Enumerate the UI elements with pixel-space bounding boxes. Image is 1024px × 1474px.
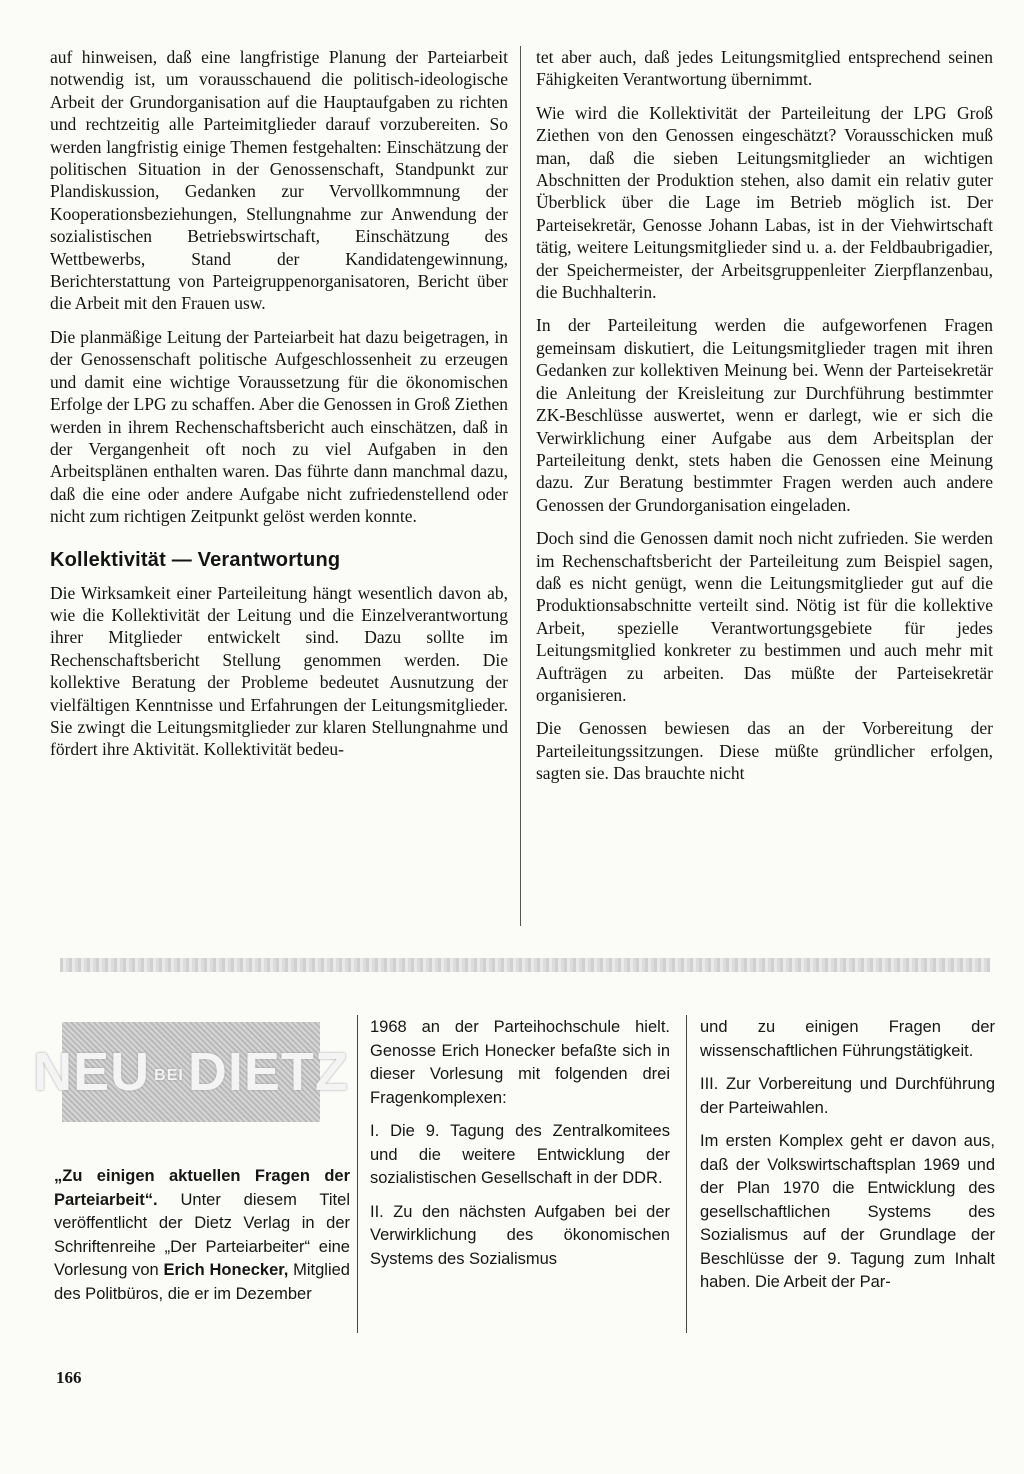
paragraph: 1968 an der Parteihochschule hielt. Genosse Erich Honecker befaßte sich in dieser Vorlesung mit folgenden drei Fragenkomplexen:	[370, 1018, 670, 1107]
paragraph: und zu einigen Fragen der wissenschaftlichen Führungstätigkeit.	[700, 1018, 995, 1060]
right-text-column	[536, 46, 993, 796]
neu-bei-dietz-logo	[33, 1022, 349, 1122]
paragraph: Im ersten Komplex geht er davon aus, daß der Volkswirtschaftsplan 1969 und der Plan 1970 die Entwicklung des gesellschaftlichen Systems des Sozialismus auf der Grundlage der Beschlüsse der 9. Tagung zum Inhalt haben. Die Arbeit der Par-	[700, 1132, 995, 1291]
column-divider	[686, 1015, 687, 1333]
box-right-column	[700, 1016, 995, 1305]
column-divider	[357, 1015, 358, 1333]
paragraph: Wie wird die Kollektivität der Parteileitung der LPG Groß Ziethen von den Genossen eingeschätzt? Vorausschicken muß man, daß die sieben Leitungsmitglieder an wichtigen Abschnitten der Produktion stehen, also damit ein relativ guter Überblick über die Lage im Betrieb möglich ist. Der Parteisekretär, Genosse Johann Labas, ist in der Viehwirtschaft tätig, weitere Leitungsmitglieder sind u. a. der Feldbaubrigadier, der Speichermeister, der Arbeitsgruppenleiter Zierpflanzenbau, die Buchhalterin.	[536, 102, 993, 303]
paragraph: auf hinweisen, daß eine langfristige Planung der Parteiarbeit notwendig ist, um vorausschauend die politisch-ideologische Arbeit der Grundorganisation auf die Hauptaufgaben zu richten und rechtzeitig alle Parteimitglieder darauf vorzubereiten. So werden langfristig einige Themen festgehalten: Einschätzung der politischen Situation in der Genossenschaft, Standpunkt zur Plandiskussion, Gedanken zur Vervollkommnung der Kooperationsbeziehungen, Stellungnahme zur Anwendung der sozialistischen Betriebswirtschaft, Einschätzung des Wettbewerbs, Stand der Kandidatengewinnung, Berichterstattung von Parteigruppenorganisatoren, Bericht über die Arbeit mit den Frauen usw.	[50, 47, 508, 314]
paragraph: In der Parteileitung werden die aufgeworfenen Fragen gemeinsam diskutiert, die Leitungsmitglieder tragen mit ihren Gedanken zur kollektiven Meinung bei. Wenn der Parteisekretär die Anleitung der Kreisleitung zur Durchführung bestimmter ZK-Beschlüsse auswertet, wenn er darlegt, wie er sich die Verwirklichung einer Aufgabe aus dem Arbeitsplan der Parteileitung denkt, stets haben die Genossen eine Meinung dazu. Zur Beratung bestimmter Fragen werden auch andere Genossen der Grundorganisation eingeladen.	[536, 315, 993, 515]
section-heading: Kollektivität — Verantwortung	[50, 548, 341, 571]
column-divider	[520, 46, 521, 926]
paragraph: I. Die 9. Tagung des Zentralkomitees und die weitere Entwicklung der sozialistischen Gesellschaft in der DDR.	[370, 1122, 670, 1187]
separator-band	[60, 958, 990, 972]
paragraph: Doch sind die Genossen damit noch nicht zufrieden. Sie werden im Rechenschaftsbericht der Parteileitung zum Beispiel sagen, daß es nicht genügt, wenn die Leitungsmitglieder gut auf die Produktionsabschnitte verteilt sind. Nötig ist für die kollektive Arbeit, spezielle Verantwortungsgebiete für jedes Leitungsmitglied konkreter zu bestimmen und auch mehr mit Aufträgen zu arbeiten. Das müßte der Parteisekretär organisieren.	[536, 528, 993, 705]
box-left-column	[54, 1165, 350, 1316]
paragraph: Die Genossen bewiesen das an der Vorbereitung der Parteileitungssitzungen. Diese müßte gründlicher erfolgen, sagten sie. Das brauchte nicht	[536, 718, 993, 784]
paragraph: II. Zu den nächsten Aufgaben bei der Verwirklichung des ökonomischen Systems des Sozialismus	[370, 1202, 670, 1268]
author-name: Erich Honecker,	[163, 1261, 289, 1279]
book-title: „Zu einigen aktuellen Fragen der Parteiarbeit“.	[54, 1167, 350, 1209]
paragraph: Die planmäßige Leitung der Parteiarbeit hat dazu beigetragen, in der Genossenschaft politische Aufgeschlossenheit zu erzeugen und damit eine wichtige Voraussetzung für die ökonomischen Erfolge der LPG zu schaffen. Aber die Genossen in Groß Ziethen werden in ihrem Rechenschaftsbericht auch einschätzen, daß in der Vergangenheit oft noch zu viel Aufgaben in den Arbeitsplänen enthalten waren. Das führte dann manchmal dazu, daß die eine oder andere Aufgabe nicht zufriedenstellend oder nicht zum richtigen Zeitpunkt gelöst werden konnte.	[50, 326, 508, 527]
paragraph: „Zu einigen aktuellen Fragen der Parteiarbeit“. Unter diesem Titel veröffentlicht der Dietz Verlag in der Schriftenreihe „Der Parteiarbeiter“ eine Vorlesung von Erich Honecker, Mitglied des Politbüros, die er im Dezember	[54, 1167, 350, 1303]
box-middle-column	[370, 1016, 670, 1281]
paragraph: tet aber auch, daß jedes Leitungsmitglied entsprechend seinen Fähigkeiten Verantwortung übernimmt.	[536, 47, 993, 90]
left-text-column	[50, 46, 508, 772]
logo-lettering: NEU BEIDIETZ	[33, 1042, 349, 1102]
paragraph: Die Wirksamkeit einer Parteileitung hängt wesentlich davon ab, wie die Kollektivität der Leitung und die Einzelverantwortung ihrer Mitglieder entwickelt sind. Dazu sollte im Rechenschaftsbericht Stellung genommen werden. Die kollektive Beratung der Probleme bedeutet Ausnutzung der vielfältigen Kenntnisse und Erfahrungen der Leitungsmitglieder. Sie zwingt die Leitungsmitglieder zur klaren Stellungnahme und fördert ihre Aktivität. Kollektivität bedeu-	[50, 582, 508, 760]
page-number: 166	[56, 1368, 82, 1387]
paragraph: III. Zur Vorbereitung und Durchführung der Parteiwahlen.	[700, 1075, 995, 1117]
